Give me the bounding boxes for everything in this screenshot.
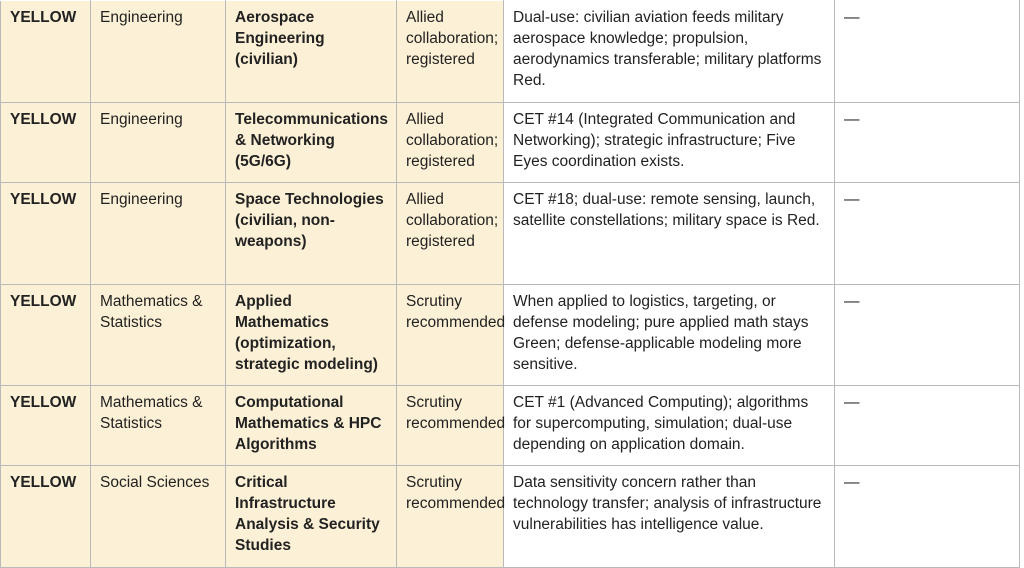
risk-level-cell: YELLOW xyxy=(1,386,91,466)
discipline-cell: Space Technologies (civilian, non-weapons) xyxy=(226,183,397,285)
discipline-cell: Computational Mathematics & HPC Algorithms xyxy=(226,386,397,466)
status-cell: Scrutiny recommended xyxy=(397,386,504,466)
field-cell: Engineering xyxy=(91,1,226,103)
extra-cell: — xyxy=(835,466,1020,568)
notes-cell: CET #1 (Advanced Computing); algorithms for supercomputing, simulation; dual-use depending on application domain. xyxy=(504,386,835,466)
table-row xyxy=(1,386,1020,466)
notes-cell: Data sensitivity concern rather than technology transfer; analysis of infrastructure vulnerabilities has intelligence value. xyxy=(504,466,835,568)
notes-cell: CET #14 (Integrated Communication and Networking); strategic infrastructure; Five Eyes coordination exists. xyxy=(504,103,835,183)
table-row xyxy=(1,466,1020,568)
status-cell: Scrutiny recommended xyxy=(397,285,504,386)
field-cell: Engineering xyxy=(91,103,226,183)
discipline-cell: Applied Mathematics (optimization, strategic modeling) xyxy=(226,285,397,386)
status-cell: Allied collaboration; registered xyxy=(397,1,504,103)
discipline-cell: Critical Infrastructure Analysis & Security Studies xyxy=(226,466,397,568)
table-row xyxy=(1,103,1020,183)
table-row xyxy=(1,183,1020,285)
extra-cell: — xyxy=(835,103,1020,183)
field-cell: Mathematics & Statistics xyxy=(91,386,226,466)
risk-level-cell: YELLOW xyxy=(1,466,91,568)
field-cell: Engineering xyxy=(91,183,226,285)
discipline-cell: Aerospace Engineering (civilian) xyxy=(226,1,397,103)
field-cell: Social Sciences xyxy=(91,466,226,568)
extra-cell: — xyxy=(835,386,1020,466)
status-cell: Allied collaboration; registered xyxy=(397,183,504,285)
extra-cell: — xyxy=(835,183,1020,285)
risk-level-cell: YELLOW xyxy=(1,285,91,386)
notes-cell: When applied to logistics, targeting, or defense modeling; pure applied math stays Green; defense-applicable modeling more sensitive. xyxy=(504,285,835,386)
field-cell: Mathematics & Statistics xyxy=(91,285,226,386)
table-row xyxy=(1,285,1020,386)
extra-cell: — xyxy=(835,285,1020,386)
risk-level-cell: YELLOW xyxy=(1,103,91,183)
notes-cell: CET #18; dual-use: remote sensing, launch, satellite constellations; military space is Red. xyxy=(504,183,835,285)
discipline-cell: Telecommunications & Networking (5G/6G) xyxy=(226,103,397,183)
notes-cell: Dual-use: civilian aviation feeds military aerospace knowledge; propulsion, aerodynamics transferable; military platforms Red. xyxy=(504,1,835,103)
status-cell: Allied collaboration; registered xyxy=(397,103,504,183)
risk-level-cell: YELLOW xyxy=(1,1,91,103)
table-row xyxy=(1,1,1020,103)
risk-level-cell: YELLOW xyxy=(1,183,91,285)
extra-cell: — xyxy=(835,1,1020,103)
status-cell: Scrutiny recommended xyxy=(397,466,504,568)
